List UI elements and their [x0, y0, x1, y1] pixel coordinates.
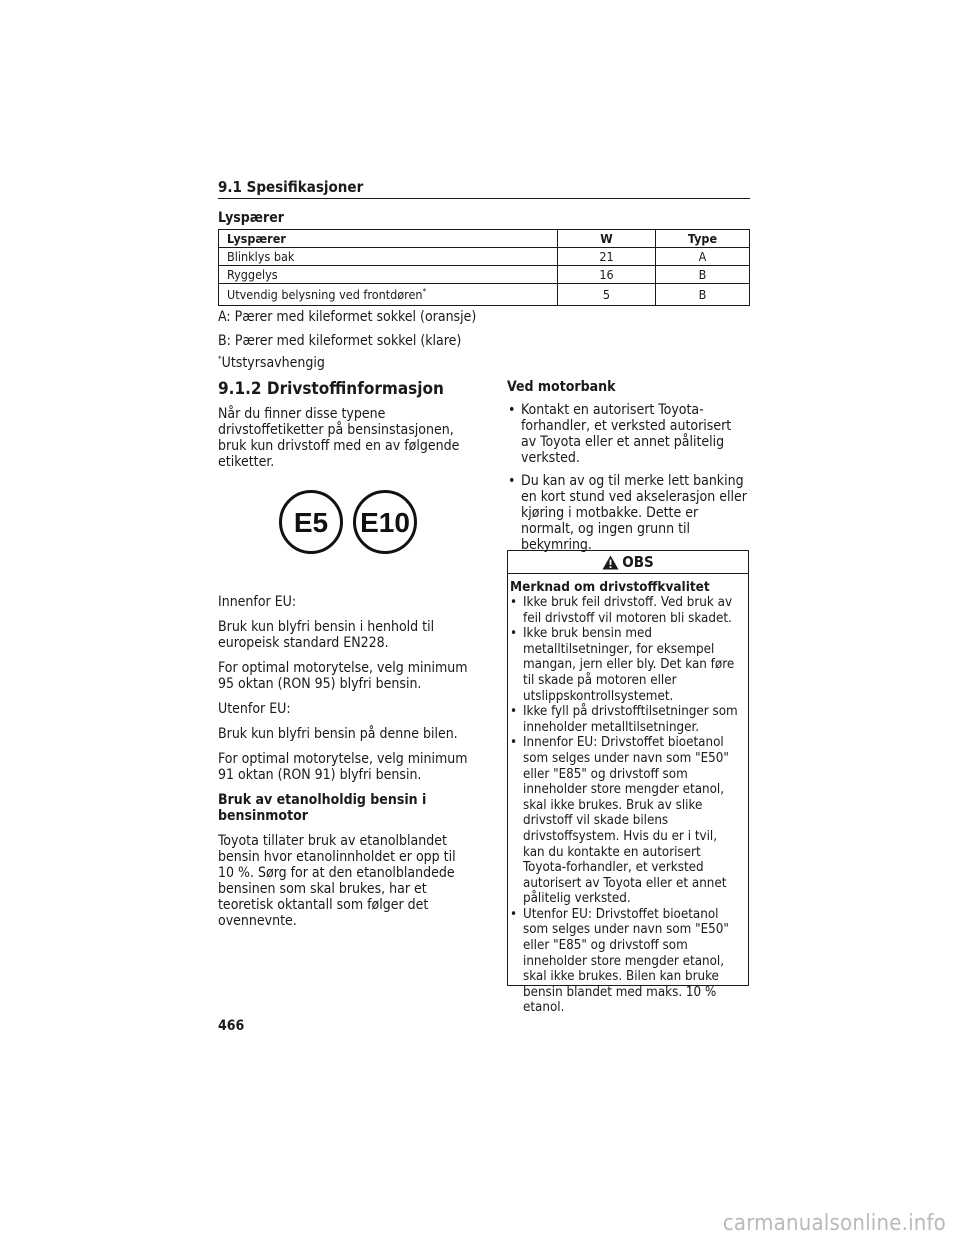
- fuel-paragraph: Bruk kun blyfri bensin på denne bilen.: [218, 726, 458, 742]
- footnote-mark: *: [218, 354, 222, 364]
- fuel-paragraph: Innenfor EU:: [218, 594, 297, 610]
- fuel-body: [218, 594, 474, 938]
- list-item: • Utenfor EU: Drivstoffet bioetanol som selges under navn som "E50" eller "E85" og drivstoff som inneholder store mengder etanol, skal ikke brukes. Bilen kan bruke bensin blandet med maks. 10 % etanol.: [510, 907, 742, 1016]
- obs-body: [508, 574, 748, 1016]
- note-equipment: [218, 355, 325, 371]
- fuel-labels-figure: [278, 489, 418, 555]
- header-bulb: Lyspærer: [219, 230, 558, 248]
- note-equipment-text: Utstyrsavhengig: [221, 355, 325, 371]
- fuel-paragraph: Bruk kun blyfri bensin i henhold til europeisk standard EN228.: [218, 619, 435, 651]
- knock-section: [507, 379, 750, 560]
- table-row: [219, 248, 750, 266]
- fuel-label-e10-icon: [355, 492, 416, 553]
- footnote-mark: *: [422, 286, 427, 296]
- list-item: • Innenfor EU: Drivstoffet bioetanol som selges under navn som "E50" eller "E85" og drivstoff som inneholder store mengder etanol, skal ikke brukes. Bruk av slike drivstoff vil skade bilens drivstoffsystem. Hvis du er i tvil, kan du kontakte en autorisert Toyota-forhandler, et verksted autorisert av Toyota eller et annet pålitelig verksted.: [510, 735, 742, 907]
- ethanol-text: Toyota tillater bruk av etanolblandet bensin hvor etanolinnholdet er opp til 10 %. Sørg for at den etanolblandede bensinen som skal brukes, har et teoretisk oktantall som følger det ovennevnte.: [218, 833, 456, 929]
- knock-heading: Ved motorbank: [507, 379, 616, 395]
- bulb-watt: 5: [558, 284, 656, 306]
- fuel-paragraph: For optimal motorytelse, velg minimum 95 oktan (RON 95) blyfri bensin.: [218, 660, 468, 692]
- table-header-row: [219, 230, 750, 248]
- table-row: [219, 284, 750, 306]
- header-watt: W: [558, 230, 656, 248]
- obs-notice-box: [507, 550, 749, 1016]
- section-number: 9.1: [218, 178, 242, 196]
- bulbs-subtitle: Lyspærer: [218, 210, 284, 226]
- bulb-watt: 16: [558, 266, 656, 284]
- note-type-b: B: Pærer med kileformet sokkel (klare): [218, 333, 462, 349]
- bulb-name: Ryggelys: [219, 266, 558, 284]
- obs-label: OBS: [622, 553, 654, 571]
- list-item: • Ikke bruk bensin med metalltilsetninger, for eksempel mangan, jern eller bly. Det kan føre til skade på motoren eller utslippskontrollsystemet.: [510, 626, 742, 704]
- table-row: [219, 266, 750, 284]
- bulb-watt: 21: [558, 248, 656, 266]
- knock-list: [507, 402, 750, 553]
- section-title: Spesifikasjoner: [246, 178, 364, 196]
- fuel-intro: Når du finner disse typene drivstoffetiketter på bensinstasjonen, bruk kun drivstoff med en av følgende etiketter.: [218, 406, 460, 470]
- bulbs-table: [218, 229, 750, 306]
- fuel-heading: 9.1.2 Drivstoffinformasjon: [218, 379, 444, 399]
- fuel-paragraph: For optimal motorytelse, velg minimum 91 oktan (RON 91) blyfri bensin.: [218, 751, 468, 783]
- list-item: • Du kan av og til merke lett banking en kort stund ved akselerasjon eller kjøring i motbakke. Dette er normalt, og ingen grunn til bekymring.: [507, 473, 750, 553]
- list-item: • Ikke fyll på drivstofftilsetninger som inneholder metalltilsetninger.: [510, 704, 742, 735]
- fuel-intro-block: [218, 406, 474, 479]
- bulb-type: B: [656, 284, 750, 306]
- warning-icon: [602, 555, 619, 570]
- obs-header: [508, 551, 748, 574]
- ethanol-heading: Bruk av etanolholdig bensin i bensinmotor: [218, 792, 427, 824]
- note-type-a: A: Pærer med kileformet sokkel (oransje): [218, 309, 477, 325]
- fuel-paragraph: Utenfor EU:: [218, 701, 291, 717]
- bulb-name: Utvendig belysning ved frontdøren: [227, 287, 423, 302]
- bulb-type: A: [656, 248, 750, 266]
- list-item: • Kontakt en autorisert Toyota-forhandler, et verksted autorisert av Toyota eller et annet pålitelig verksted.: [507, 402, 750, 466]
- list-item: • Ikke bruk feil drivstoff. Ved bruk av feil drivstoff vil motoren bli skadet.: [510, 595, 742, 626]
- bulb-name-cell: [219, 284, 558, 306]
- bulb-name: Blinklys bak: [219, 248, 558, 266]
- fuel-label-e5-icon: [281, 492, 342, 553]
- page-number: 466: [218, 1018, 245, 1034]
- obs-list: [510, 595, 742, 1016]
- section-header: [218, 176, 750, 199]
- watermark: carmanualsonline.info: [722, 1211, 946, 1236]
- bulb-type: B: [656, 266, 750, 284]
- fuel-label-e10: E10: [360, 507, 410, 538]
- obs-heading: Merknad om drivstoffkvalitet: [510, 579, 710, 595]
- fuel-label-e5: E5: [293, 507, 329, 538]
- header-type: Type: [656, 230, 750, 248]
